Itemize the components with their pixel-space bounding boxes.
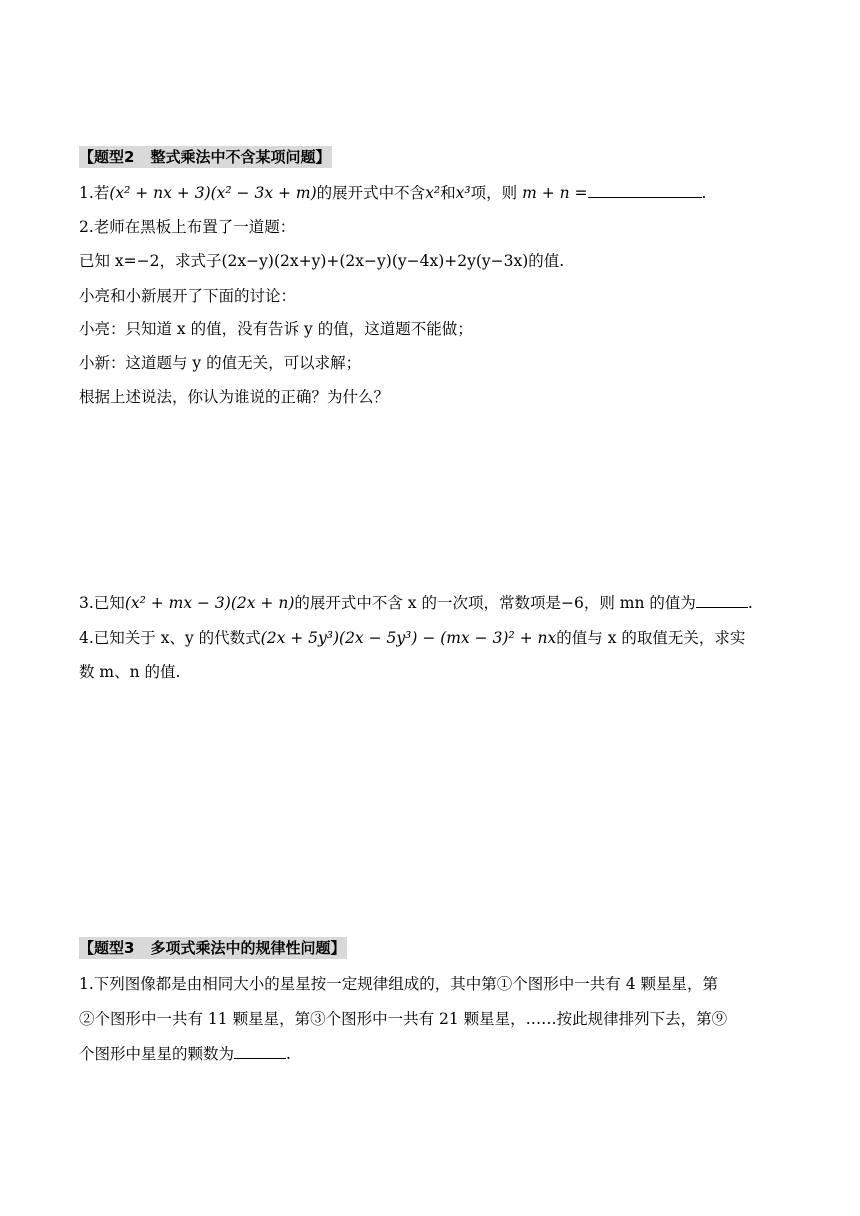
q2-4-suffix: 的值与 x 的取值无关，求实 [556, 629, 746, 647]
question-2-3 [79, 592, 753, 614]
q2-3-expression: (x² + mx − 3)(2x + n) [124, 594, 295, 612]
q2-3-prefix: 已知 [93, 594, 125, 612]
answer-blank[interactable] [234, 1044, 286, 1059]
q2-1-term1: x² [425, 184, 441, 202]
q2-1-suffix: 项，则 [470, 184, 518, 202]
question-2-4-line1 [79, 627, 745, 649]
q2-1-expression: (x² + nx + 3)(x² − 3x + m) [109, 184, 317, 202]
q3-1-prefix: 个图形中星星的颗数为 [79, 1045, 235, 1063]
q3-1-end: . [286, 1045, 291, 1063]
answer-blank[interactable] [588, 183, 702, 198]
q2-1-ask: m + n = [522, 184, 588, 202]
question-2-2-line2: 已知 x=−2，求式子(2x−y)(2x+y)+(2x−y)(y−4x)+2y(y−3x)的值. [79, 252, 565, 270]
q2-4-expression: (2x + 5y³)(2x − 5y³) − (mx − 3)² + nx [260, 629, 557, 647]
question-2-2-line3: 小亮和小新展开了下面的讨论： [79, 287, 297, 305]
section-3-heading [79, 937, 347, 959]
question-2-2-line6: 根据上述说法，你认为谁说的正确？为什么？ [79, 388, 390, 406]
question-2-2-line4: 小亮：只知道 x 的值，没有告诉 y 的值，这道题不能做； [79, 320, 473, 338]
q2-1-term2: x³ [455, 184, 471, 202]
q2-3-number: 3. [79, 594, 94, 612]
section-2-heading-left: 【题型2 [79, 148, 135, 166]
question-2-2-line1: 2.老师在黑板上布置了一道题： [79, 218, 296, 236]
section-2-heading-right: 整式乘法中不含某项问题】 [150, 148, 331, 166]
q2-4-prefix: 4.已知关于 x、y 的代数式 [79, 629, 261, 647]
question-2-1 [79, 182, 706, 204]
q2-3-end: . [747, 594, 753, 612]
section-3-heading-right: 多项式乘法中的规律性问题】 [150, 939, 346, 957]
q2-1-mid: 的展开式中不含 [316, 184, 426, 202]
section-2-heading [79, 146, 332, 168]
question-3-1-line1: 1.下列图像都是由相同大小的星星按一定规律组成的，其中第①个图形中一共有 4 颗星星，第 [79, 975, 719, 993]
question-3-1-line2: ②个图形中一共有 11 颗星星，第③个图形中一共有 21 颗星星，……按此规律排列下去，第⑨ [79, 1010, 728, 1028]
section-3-heading-left: 【题型3 [79, 939, 135, 957]
q2-1-end: . [701, 184, 707, 202]
q2-1-prefix: 若 [93, 184, 110, 202]
question-2-2-line5: 小新：这道题与 y 的值无关，可以求解； [79, 354, 362, 372]
answer-blank[interactable] [696, 593, 748, 608]
q2-1-number: 1. [79, 184, 94, 202]
question-2-4-line2: 数 m、n 的值. [79, 663, 181, 681]
question-3-1-line3 [79, 1043, 291, 1065]
q2-3-mid: 的展开式中不含 x 的一次项，常数项是−6，则 mn 的值为 [294, 594, 696, 612]
q2-1-and: 和 [440, 184, 456, 202]
